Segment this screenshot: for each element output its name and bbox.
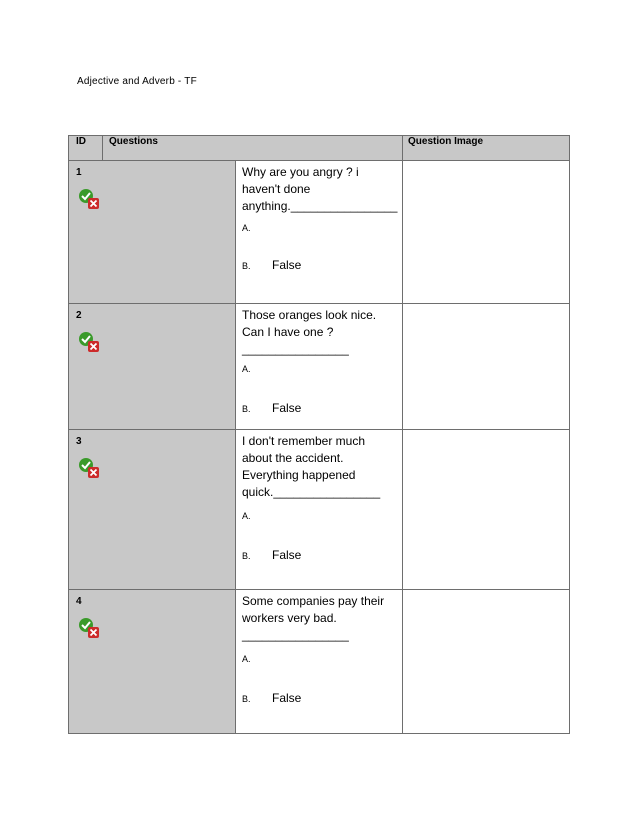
option-a[interactable] — [236, 360, 402, 380]
option-b-label: B. — [242, 261, 251, 271]
document-title: Adjective and Adverb - TF — [77, 76, 197, 87]
id-cell — [69, 161, 236, 304]
question-id: 3 — [76, 436, 82, 447]
header-id: ID — [69, 136, 103, 161]
option-a[interactable] — [236, 650, 402, 670]
table-header-row — [69, 136, 570, 161]
table-row — [69, 161, 570, 304]
option-b[interactable] — [236, 690, 402, 710]
question-cell — [236, 161, 403, 304]
id-cell — [69, 590, 236, 734]
question-image-cell — [403, 590, 570, 734]
option-b-text: False — [272, 401, 302, 415]
header-question-image: Question Image — [403, 136, 570, 161]
question-cell — [236, 430, 403, 590]
check-cross-icon — [78, 188, 100, 210]
question-image-cell — [403, 304, 570, 430]
option-b-label: B. — [242, 404, 251, 414]
option-a-label: A. — [242, 364, 251, 374]
option-a-label: A. — [242, 511, 251, 521]
id-cell — [69, 304, 236, 430]
id-cell — [69, 430, 236, 590]
table-row — [69, 304, 570, 430]
question-image-cell — [403, 430, 570, 590]
option-b[interactable] — [236, 257, 402, 277]
question-text: Some companies pay their workers very bad. ________________ — [242, 594, 385, 642]
question-text: Why are you angry ? i haven't done anything.________________ — [242, 165, 398, 213]
question-cell — [236, 590, 403, 734]
option-b-text: False — [272, 691, 302, 705]
option-a-label: A. — [242, 223, 251, 233]
option-b-text: False — [272, 258, 302, 272]
header-questions: Questions — [103, 136, 403, 161]
check-cross-icon — [78, 617, 100, 639]
questions-table — [68, 135, 570, 734]
option-b-text: False — [272, 548, 302, 562]
check-cross-icon — [78, 457, 100, 479]
option-b[interactable] — [236, 547, 402, 567]
question-text: Those oranges look nice. Can I have one ?________________ — [242, 308, 377, 356]
question-id: 4 — [76, 596, 82, 607]
option-b-label: B. — [242, 694, 251, 704]
option-a[interactable] — [236, 219, 402, 239]
question-image-cell — [403, 161, 570, 304]
question-cell — [236, 304, 403, 430]
question-id: 1 — [76, 167, 82, 178]
option-b[interactable] — [236, 400, 402, 420]
option-b-label: B. — [242, 551, 251, 561]
table-row — [69, 590, 570, 734]
question-text: I don't remember much about the accident. Everything happened quick.________________ — [242, 434, 381, 499]
option-a-label: A. — [242, 654, 251, 664]
question-id: 2 — [76, 310, 82, 321]
check-cross-icon — [78, 331, 100, 353]
option-a[interactable] — [236, 507, 402, 527]
table-row — [69, 430, 570, 590]
